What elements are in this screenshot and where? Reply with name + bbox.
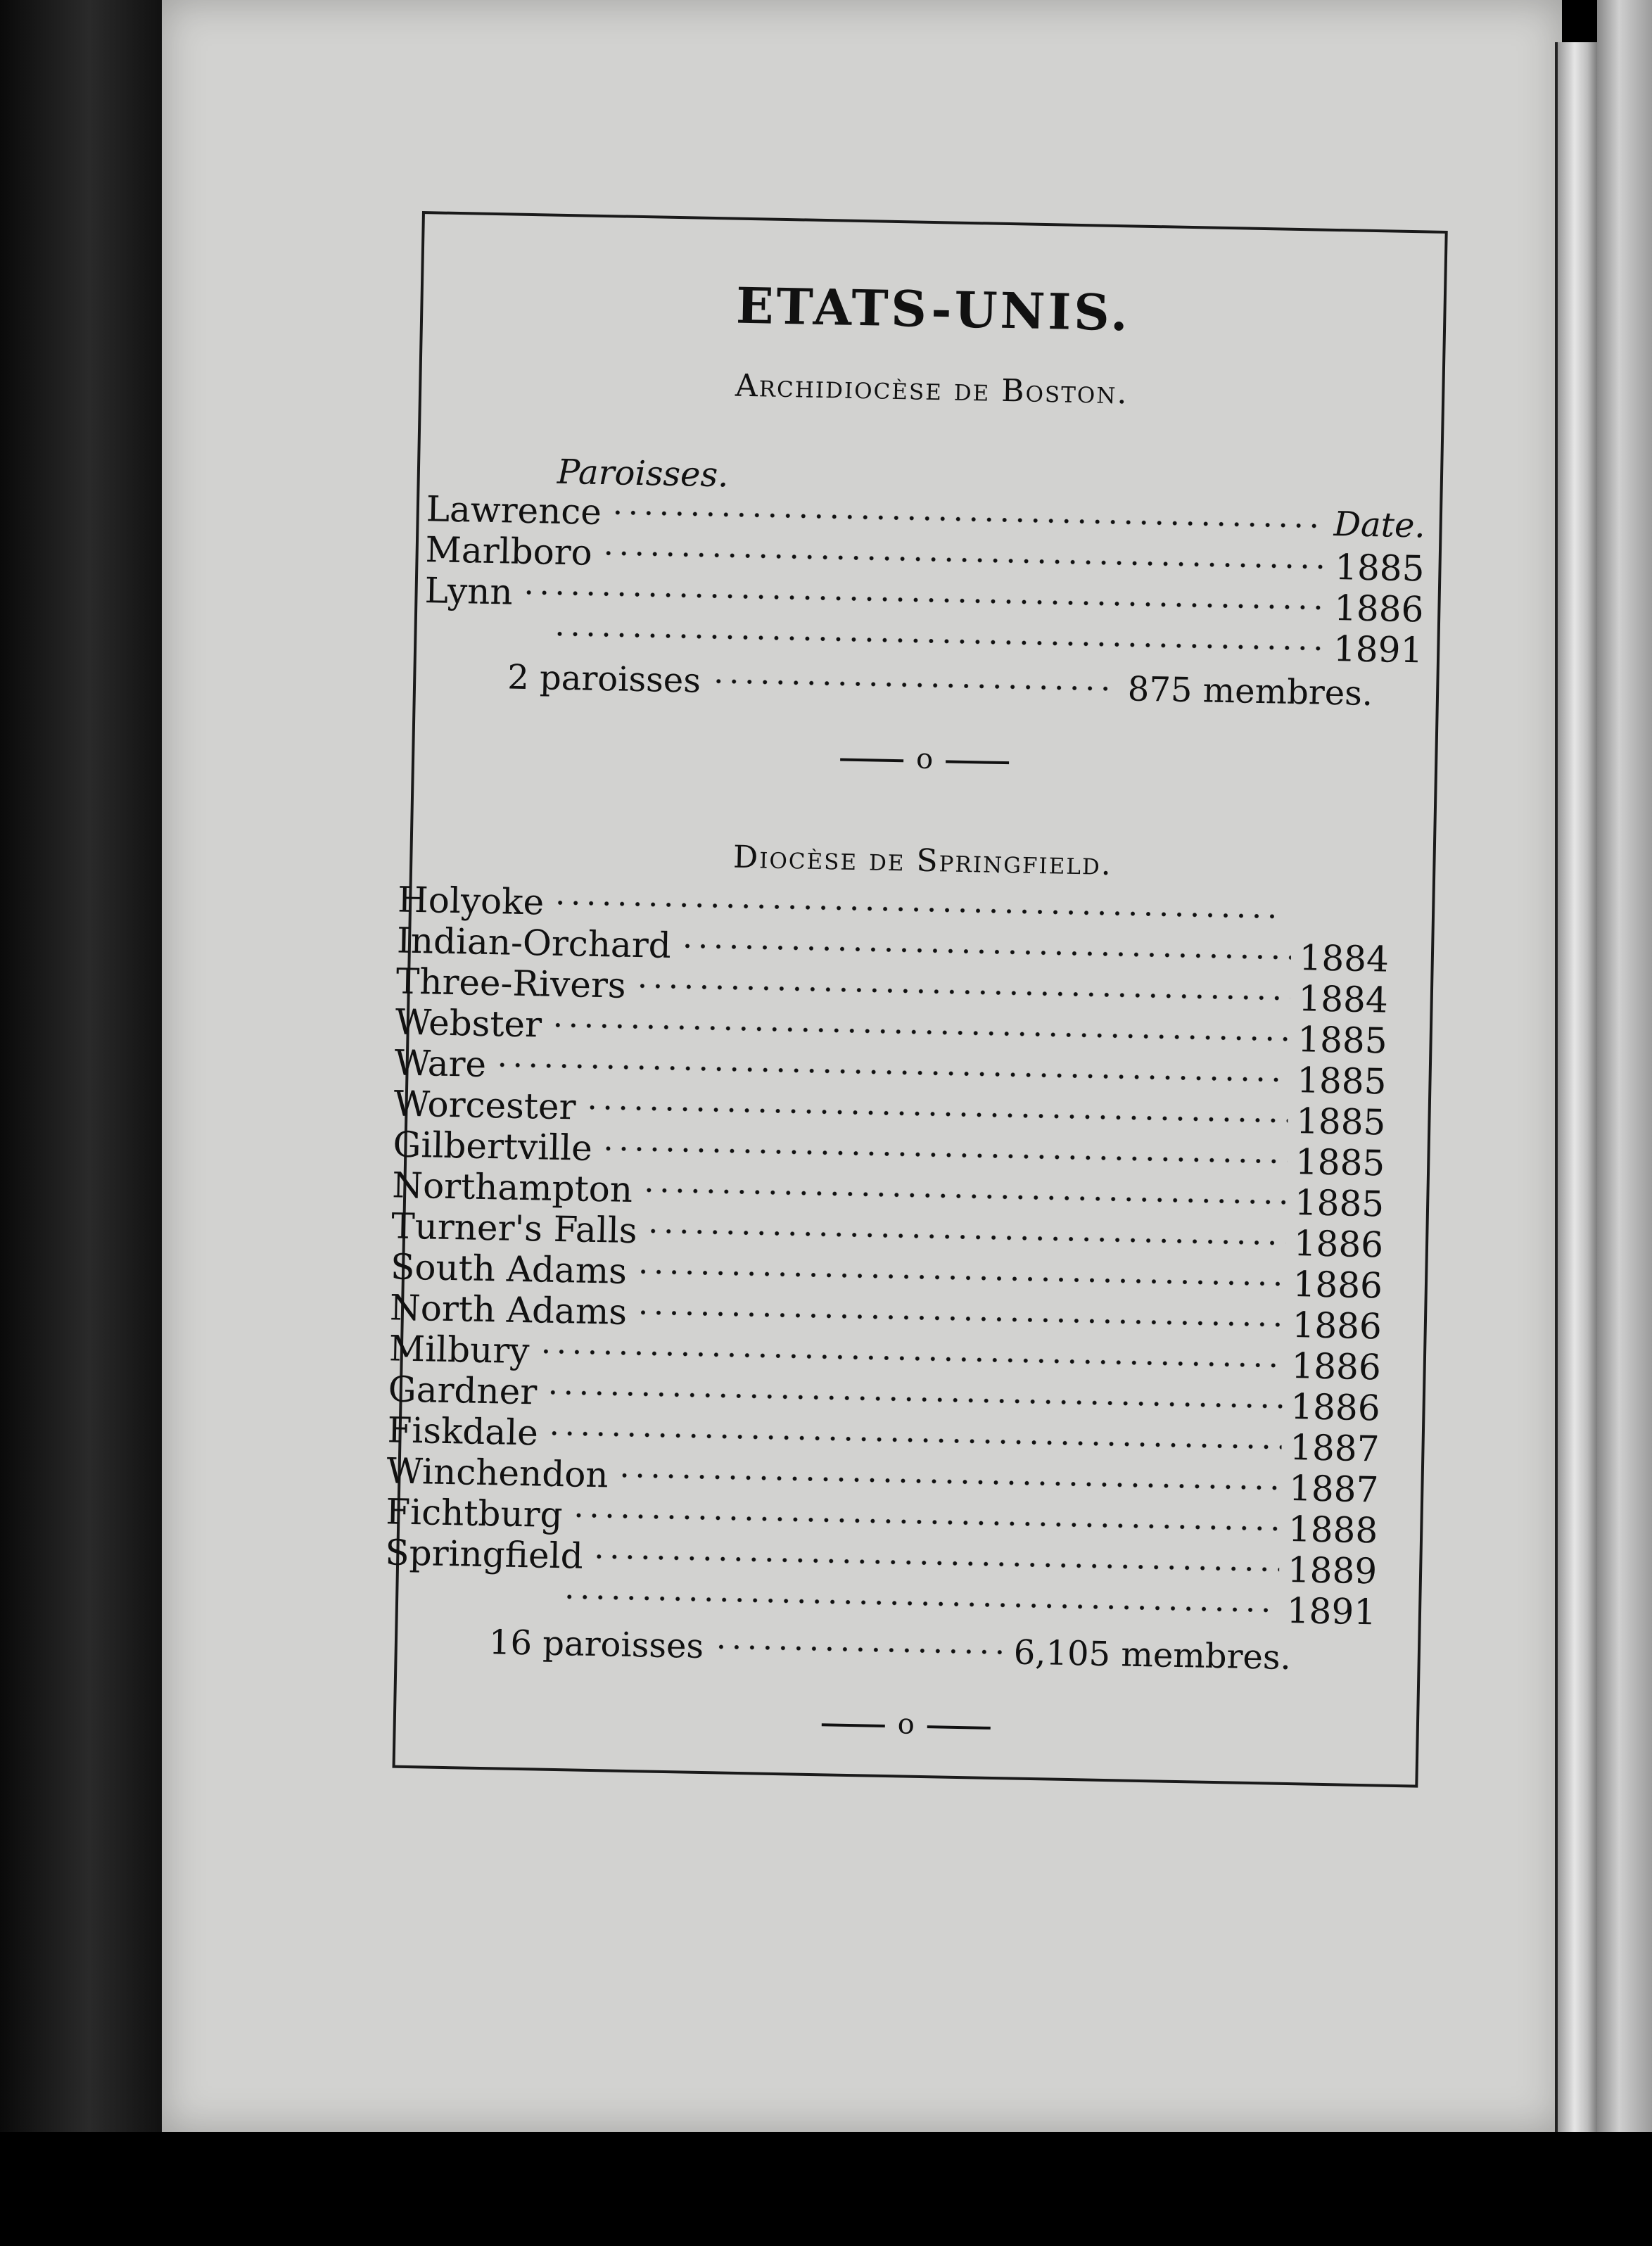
- parish-name: Winchendon: [386, 1450, 609, 1496]
- date-label: Date.: [1333, 504, 1426, 546]
- parish-name: Milbury: [388, 1328, 530, 1372]
- section-separator: o: [414, 733, 1435, 785]
- springfield-heading: Diocèse de Springfield.: [732, 839, 1113, 882]
- leader-dots: [711, 678, 1118, 692]
- leader-dots: [552, 900, 1283, 920]
- parish-year: 1884: [1297, 978, 1389, 1021]
- parish-name: Springfield: [384, 1532, 584, 1577]
- leader-dots: [680, 943, 1291, 960]
- leader-dots: [601, 1146, 1287, 1165]
- parish-year: 1886: [1290, 1386, 1381, 1429]
- parish-name: Fichtburg: [385, 1491, 564, 1536]
- leader-dots: [545, 1390, 1282, 1409]
- parish-year: 1886: [1293, 1223, 1384, 1266]
- page-title: ETATS-UNIS.: [735, 276, 1131, 343]
- parish-name: Gilbertville: [392, 1124, 593, 1169]
- bottom-edge: [0, 2132, 1652, 2246]
- springfield-summary: [488, 1623, 1291, 1677]
- leader-dots: [521, 590, 1326, 611]
- parish-name: South Adams: [390, 1246, 628, 1292]
- parish-name: Fiskdale: [387, 1409, 539, 1454]
- parish-year: 1885: [1294, 1182, 1385, 1225]
- parish-year: 1891: [1286, 1590, 1377, 1633]
- leader-dots: [538, 1348, 1283, 1368]
- printed-frame: [384, 211, 1448, 1788]
- summary-members: 6,105 membres.: [1013, 1632, 1292, 1678]
- leader-dots: [610, 509, 1326, 529]
- parish-year: 1887: [1288, 1467, 1379, 1511]
- parish-name: Holyoke: [397, 879, 545, 923]
- parish-year: 1891: [1333, 628, 1423, 671]
- parish-year: 1885: [1296, 1060, 1387, 1103]
- parish-name: Turner's Falls: [390, 1205, 637, 1252]
- leader-dots: [547, 1430, 1282, 1450]
- parish-name: Webster: [395, 1001, 542, 1046]
- section-separator: o: [396, 1699, 1417, 1751]
- book-binding: [1555, 42, 1603, 2153]
- summary-count: 16 paroisses: [488, 1623, 704, 1667]
- parish-year: 1886: [1333, 587, 1424, 630]
- parish-name: Worcester: [393, 1083, 576, 1128]
- parish-year: 1885: [1295, 1141, 1385, 1184]
- leader-dots: [641, 1187, 1286, 1205]
- parish-name: Northampton: [391, 1165, 633, 1210]
- parish-name: Ware: [394, 1042, 487, 1085]
- parish-year: 1886: [1292, 1264, 1383, 1307]
- summary-members: 875 membres.: [1127, 669, 1373, 714]
- parish-year: 1885: [1297, 1019, 1388, 1062]
- summary-count: 2 paroisses: [507, 657, 701, 701]
- parish-year: 1885: [1295, 1100, 1386, 1143]
- parish-name: Lawrence: [426, 488, 602, 533]
- parish-name: Lynn: [424, 570, 514, 613]
- parish-year: 1885: [1334, 547, 1425, 590]
- leader-dots: [645, 1228, 1285, 1245]
- parish-name: Marlboro: [425, 529, 593, 573]
- parish-year: 1886: [1292, 1305, 1383, 1347]
- next-page-edge: [1597, 0, 1652, 2246]
- leader-dots: [634, 983, 1290, 1001]
- parish-year: 1888: [1288, 1508, 1378, 1552]
- parishes-label: Paroisses.: [557, 452, 729, 495]
- leader-dots: [635, 1309, 1284, 1328]
- parish-year: 1889: [1287, 1549, 1378, 1592]
- parish-name: North Adams: [389, 1287, 628, 1333]
- parish-year: 1884: [1299, 937, 1390, 980]
- leader-dots: [616, 1473, 1281, 1491]
- leader-dots: [713, 1644, 1004, 1655]
- boston-heading: Archidiocèse de Boston.: [735, 367, 1129, 412]
- parish-name: Indian-Orchard: [396, 920, 672, 966]
- leader-dots: [495, 1062, 1288, 1083]
- leader-dots: [550, 1022, 1290, 1042]
- left-page-edge: [0, 0, 162, 2246]
- leader-dots: [584, 1105, 1288, 1124]
- leader-dots: [601, 550, 1327, 570]
- parish-year: 1886: [1290, 1345, 1382, 1388]
- leader-dots: [571, 1512, 1280, 1531]
- parish-name: Gardner: [388, 1369, 538, 1413]
- leader-dots: [592, 1554, 1279, 1573]
- leader-dots: [552, 631, 1325, 652]
- parish-year: 1887: [1289, 1427, 1380, 1470]
- leader-dots: [635, 1269, 1285, 1287]
- parish-name: Three-Rivers: [395, 960, 627, 1006]
- leader-dots: [561, 1594, 1278, 1613]
